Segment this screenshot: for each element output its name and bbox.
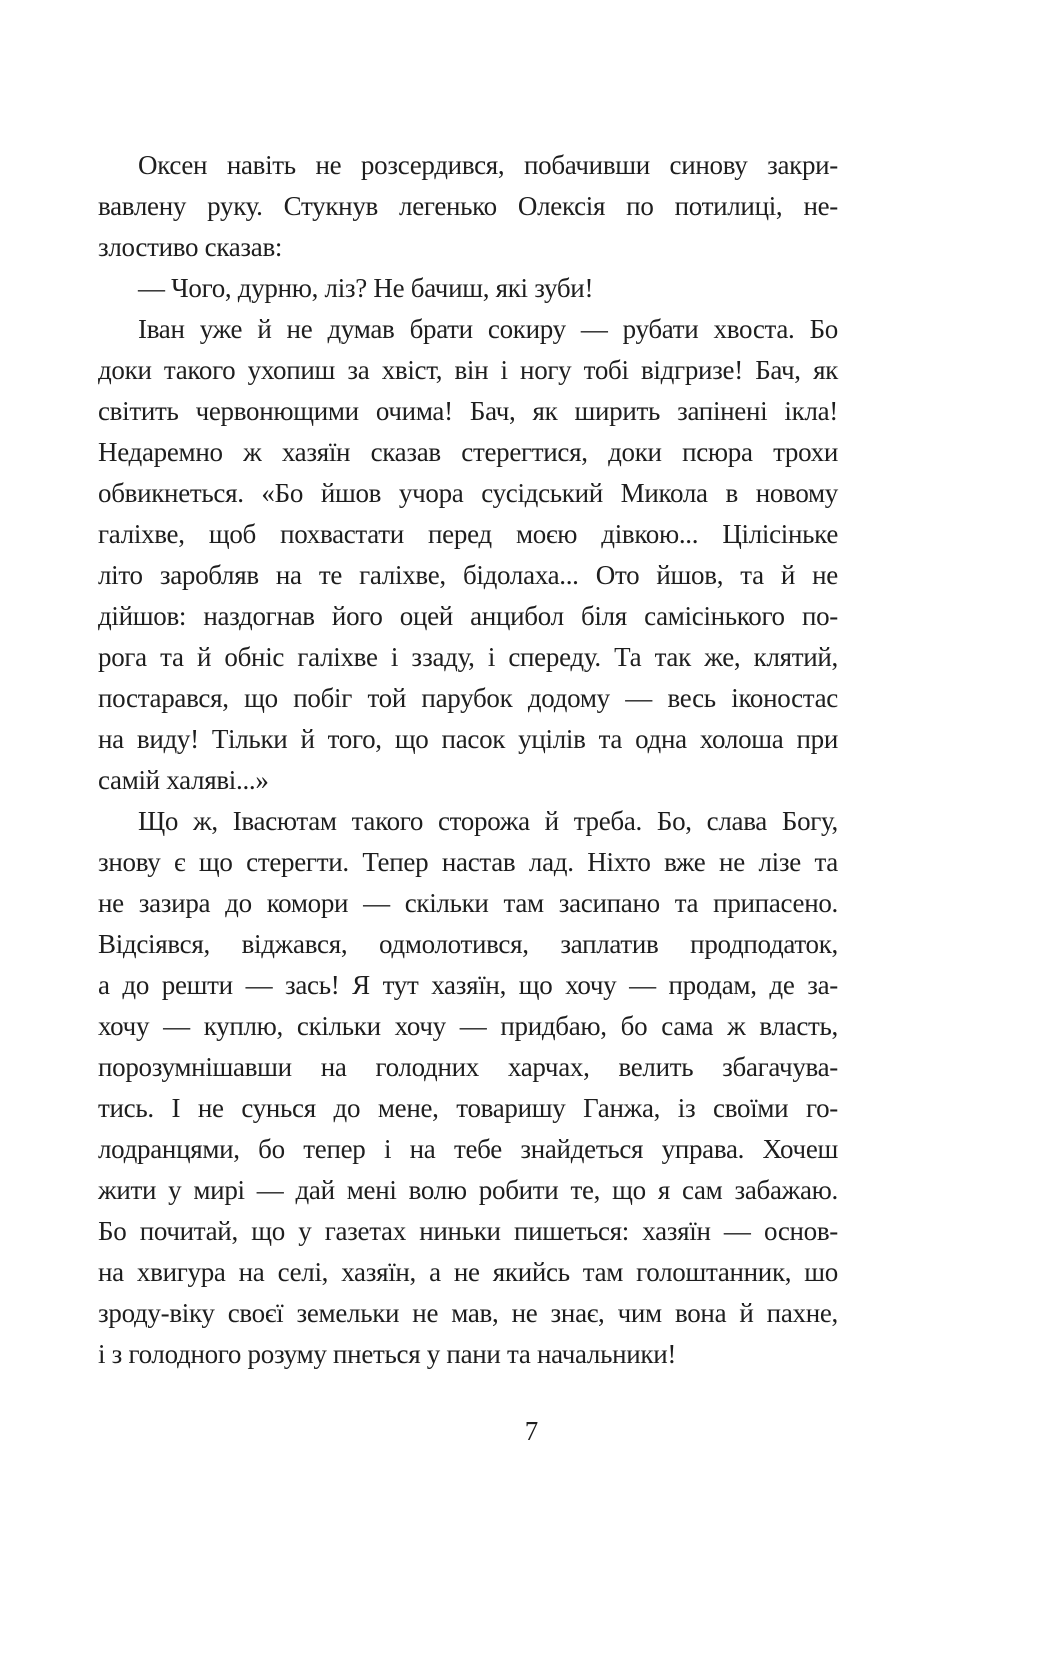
text-line: дійшов: наздогнав його оцей анцибол біля самісінького по- xyxy=(98,601,838,631)
text-line: зроду-віку своєї земельки не мав, не знає, чим вона й пахне, xyxy=(98,1298,838,1328)
text-line: не зазира до комори — скільки там засипано та припасено. xyxy=(98,888,838,918)
text-line: а до решти — зась! Я тут хазяїн, що хочу — продам, де за- xyxy=(98,970,838,1000)
text-line: на виду! Тільки й того, що пасок уцілів та одна холоша при xyxy=(98,724,838,754)
paragraph xyxy=(98,801,838,1375)
text-line: Відсіявся, віджався, одмолотився, заплатив продподаток, xyxy=(98,929,838,959)
text-line: світить червонющими очима! Бач, як ширить запінені ікла! xyxy=(98,396,838,426)
text-line: доки такого ухопиш за хвіст, він і ногу тобі відгризе! Бач, як xyxy=(98,355,838,385)
text-line: Що ж, Івасютам такого сторожа й треба. Бо, слава Богу, xyxy=(138,806,838,836)
page-number: 7 xyxy=(524,1416,539,1446)
text-line: вавлену руку. Стукнув легенько Олексія по потилиці, не- xyxy=(98,191,838,221)
text-line: галіхве, щоб похвастати перед моєю дівкою... Цілісіньке xyxy=(98,519,838,549)
text-line: рога та й обніс галіхве і ззаду, і спереду. Та так же, клятий, xyxy=(98,642,838,672)
paragraph xyxy=(98,309,838,801)
paragraph xyxy=(98,145,838,268)
text-line: тись. І не сунься до мене, товаришу Ганжа, із своїми го- xyxy=(98,1093,838,1123)
text-line: Бо почитай, що у газетах ниньки пишеться: хазяїн — основ- xyxy=(98,1216,838,1246)
text-line: Недаремно ж хазяїн сказав стерегтися, доки псюра трохи xyxy=(98,437,838,467)
page-body xyxy=(98,145,838,1375)
paragraph xyxy=(98,268,838,309)
text-line: Оксен навіть не розсердився, побачивши синову закри- xyxy=(138,150,838,180)
text-line: лодранцями, бо тепер і на тебе знайдеться управа. Хочеш xyxy=(98,1134,838,1164)
text-line: самій халяві...» xyxy=(98,765,269,795)
text-line: літо заробляв на те галіхве, бідолаха... Ото йшов, та й не xyxy=(98,560,838,590)
text-line: порозумнішавши на голодних харчах, велить збагачува- xyxy=(98,1052,838,1082)
text-line: Іван уже й не думав брати сокиру — рубати хвоста. Бо xyxy=(138,314,838,344)
text-line: хочу — куплю, скільки хочу — придбаю, бо сама ж власть, xyxy=(98,1011,838,1041)
text-line: обвикнеться. «Бо йшов учора сусідський Микола в новому xyxy=(98,478,838,508)
text-line: на хвигура на селі, хазяїн, а не якийсь там голоштанник, шо xyxy=(98,1257,838,1287)
text-line: злостиво сказав: xyxy=(98,232,283,262)
text-line: і з голодного розуму пнеться у пани та начальники! xyxy=(98,1339,677,1369)
text-line: постарався, що побіг той парубок додому — весь іконостас xyxy=(98,683,838,713)
text-line: — Чого, дурню, ліз? Не бачиш, які зуби! xyxy=(138,273,594,303)
text-line: жити у мирі — дай мені волю робити те, що я сам забажаю. xyxy=(98,1175,838,1205)
text-line: знову є що стерегти. Тепер настав лад. Ніхто вже не лізе та xyxy=(98,847,838,877)
